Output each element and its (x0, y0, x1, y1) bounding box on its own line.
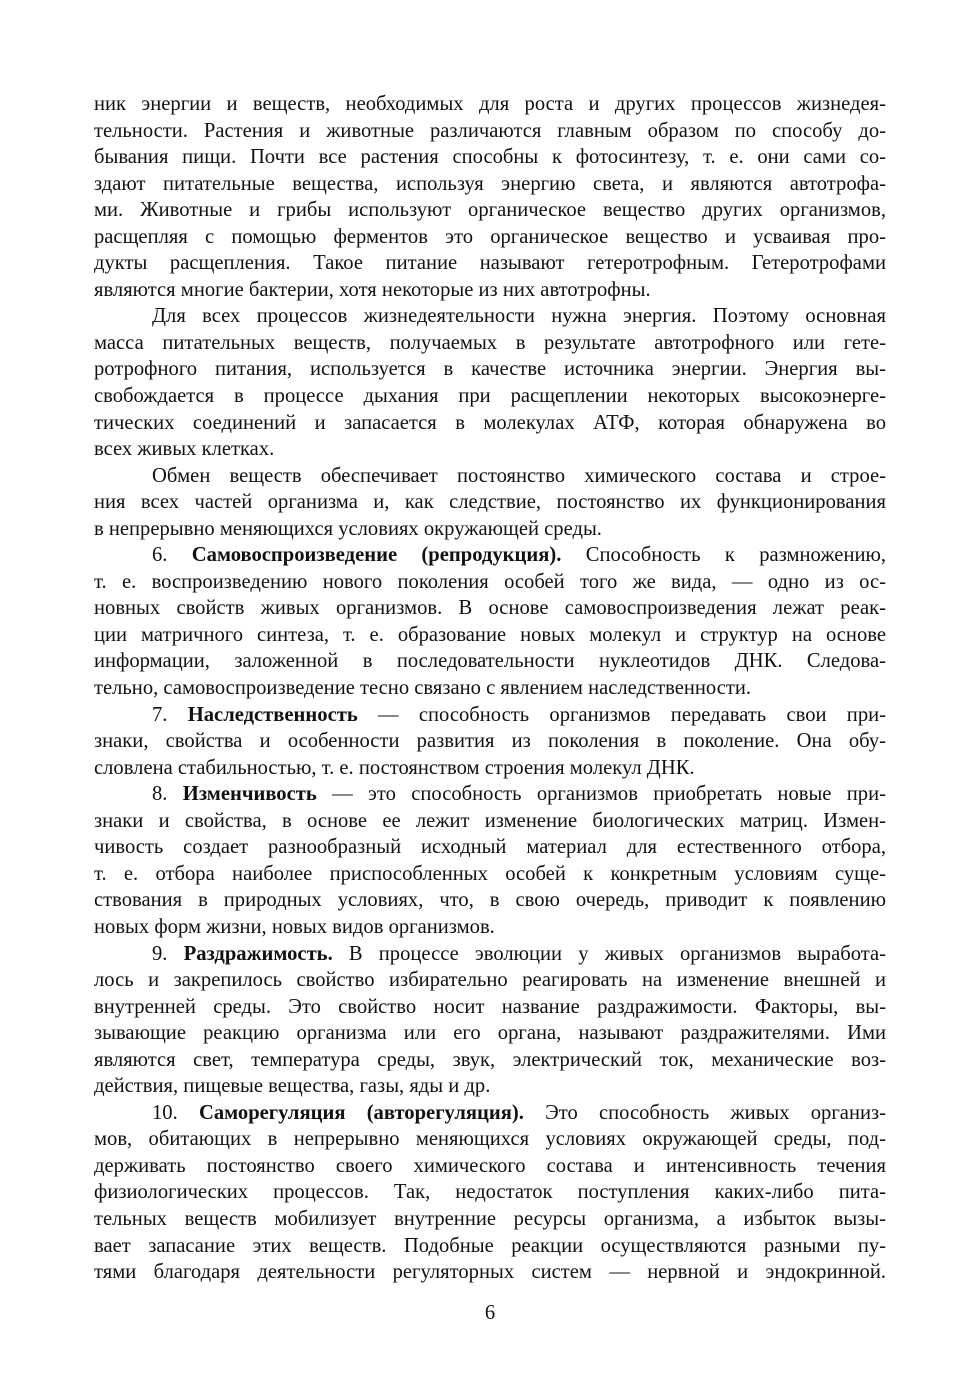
paragraph-item-8 (94, 781, 886, 940)
paragraph-metabolism (94, 463, 886, 543)
text-line: новых форм жизни, новых видов организмов. (94, 915, 495, 938)
text-line: ник энергии и веществ, необходимых для роста и других процессов жизнедея- (94, 93, 886, 115)
page-body (94, 91, 886, 1286)
item-term: Саморегуляция (авторегуляция). (198, 1101, 524, 1124)
text-line: являются многие бактерии, хотя некоторые из них автотрофны. (94, 278, 651, 301)
paragraph-energy (94, 303, 886, 462)
text-line: держивать постоянство своего химического состава и интенсивность течения (94, 1154, 886, 1177)
item-text: В процессе эволюции у живых организмов выработа- (348, 942, 886, 965)
text-line: ми. Животные и грибы используют органическое вещество других организмов, (94, 199, 886, 222)
text-line: тических соединений и запасается в молекулах АТФ, которая обнаружена во (94, 411, 886, 434)
text-line: т. е. отбора наиболее приспособленных особей к конкретным условиям суще- (94, 862, 886, 885)
text-line: масса питательных веществ, получаемых в результате автотрофного или гете- (94, 331, 886, 354)
text-line: словлена стабильностью, т. е. постоянством строения молекул ДНК. (94, 756, 695, 779)
text-line: ции матричного синтеза, т. е. образование новых молекул и структур на основе (94, 623, 886, 646)
text-line: знаки и свойства, в основе ее лежит изменение биологических матриц. Измен- (94, 809, 886, 832)
paragraph-item-10 (94, 1100, 886, 1286)
text-line: свобождается в процессе дыхания при расщеплении некоторых высокоэнерге- (94, 385, 886, 408)
text-line: тельно, самовоспроизведение тесно связано с явлением наследственности. (94, 677, 752, 700)
text-line (94, 702, 886, 729)
text-line: тельности. Растения и животные различаются главным образом по способу до- (94, 119, 886, 142)
text-line: чивость создает разнообразный исходный материал для естественного отбора, (94, 836, 886, 859)
paragraph-continuation (94, 91, 886, 303)
text-line: знаки, свойства и особенности развития из поколения в поколение. Она обу- (94, 730, 886, 753)
text-line (94, 542, 886, 569)
text-line: лось и закрепилось свойство избирательно реагировать на изменение внешней и (94, 969, 886, 992)
text-line: Для всех процессов жизнедеятельности нужна энергия. Поэтому основная (152, 305, 886, 328)
item-term: Раздражимость. (183, 942, 333, 965)
paragraph-item-9 (94, 941, 886, 1100)
item-text: — это способность организмов приобретать новые при- (332, 783, 886, 806)
text-line: новных свойств живых организмов. В основе самовоспроизведения лежат реак- (94, 597, 886, 620)
text-line: ствования в природных условиях, что, в свою очередь, приводит к появлению (94, 889, 886, 912)
text-line: тями благодаря деятельности регуляторных систем — нервной и эндокринной. (94, 1261, 886, 1284)
item-number: 8. (152, 783, 168, 806)
text-line: в непрерывно меняющихся условиях окружающей среды. (94, 517, 602, 540)
text-line: действия, пищевые вещества, газы, яды и др. (94, 1075, 491, 1098)
text-line: тельных веществ мобилизует внутренние ресурсы организма, а избыток вызы- (94, 1207, 886, 1230)
item-term: Изменчивость (182, 783, 317, 806)
text-line: ния всех частей организма и, как следствие, постоянство их функционирования (94, 491, 886, 514)
text-line (94, 781, 886, 808)
text-line: зывающие реакцию организма или его органа, называют раздражителями. Ими (94, 1022, 886, 1045)
text-line: мов, обитающих в непрерывно меняющихся условиях окружающей среды, под- (94, 1128, 886, 1151)
text-line: Обмен веществ обеспечивает постоянство химического состава и строе- (152, 464, 886, 487)
text-line: внутренней среды. Это свойство носит название раздражимости. Факторы, вы- (94, 995, 886, 1018)
text-line: всех живых клетках. (94, 438, 275, 461)
text-line: здают питательные вещества, используя энергию света, и являются автотрофа- (94, 172, 886, 195)
item-term: Наследственность (187, 703, 358, 726)
text-line: расщепляя с помощью ферментов это органическое вещество и усваивая про- (94, 225, 886, 248)
text-line: являются свет, температура среды, звук, электрический ток, механические воз- (94, 1048, 886, 1071)
item-text: Способность к размножению, (585, 544, 887, 567)
page-number: 6 (484, 1302, 496, 1324)
item-text: Это способность живых организ- (545, 1101, 886, 1124)
item-term: Самовоспроизведение (репродукция). (191, 544, 562, 567)
text-line: дукты расщепления. Такое питание называют гетеротрофным. Гетеротрофами (94, 252, 886, 275)
item-number: 6. (152, 544, 168, 567)
paragraph-item-7 (94, 702, 886, 782)
item-number: 7. (152, 703, 168, 726)
text-line (94, 1100, 886, 1127)
text-line: информации, заложенной в последовательности нуклеотидов ДНК. Следова- (94, 650, 886, 673)
text-line: т. е. воспроизведению нового поколения особей того же вида, — одно из ос- (94, 570, 886, 593)
text-line: ротрофного питания, используется в качестве источника энергии. Энергия вы- (94, 358, 886, 381)
item-number: 10. (152, 1101, 178, 1124)
text-line: вает запасание этих веществ. Подобные реакции осуществляются разными пу- (94, 1234, 886, 1257)
paragraph-item-6 (94, 542, 886, 701)
item-text: — способность организмов передавать свои при- (378, 703, 886, 726)
text-line: физиологических процессов. Так, недостаток поступления каких-либо пита- (94, 1181, 886, 1204)
item-number: 9. (152, 942, 168, 965)
text-line: бывания пищи. Почти все растения способны к фотосинтезу, т. е. они сами со- (94, 146, 886, 169)
text-line (94, 941, 886, 968)
